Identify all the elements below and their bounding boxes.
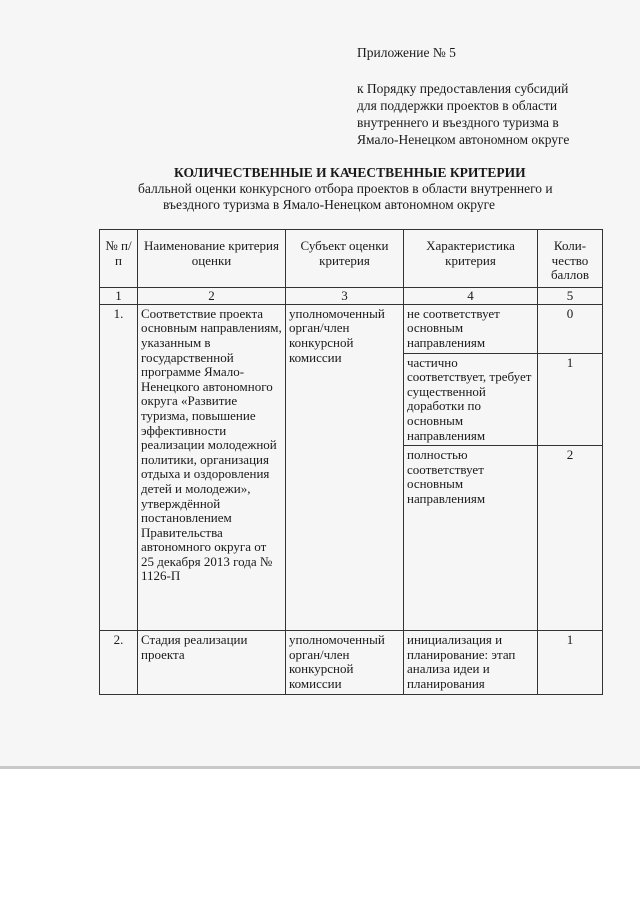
appendix-number: Приложение № 5 xyxy=(357,45,456,60)
criterion-cell: Стадия реализации проекта xyxy=(138,631,286,694)
header-subject: Субъект оценки критерия xyxy=(286,230,404,288)
subject-cell: уполномоченный орган/член конкурсной комиссии xyxy=(286,304,404,630)
appendix-order-line: к Порядку предоставления субсидий xyxy=(357,81,569,96)
header-characteristic: Характеристика критерия xyxy=(404,230,538,288)
characteristic-cell: инициализация и планирование: этап анализа идеи и планирования xyxy=(404,631,538,694)
index-cell: 3 xyxy=(286,287,404,304)
header-num: № п/п xyxy=(100,230,138,288)
appendix-order xyxy=(357,80,617,148)
appendix-order-line: внутреннего и въездного туризма в xyxy=(357,115,559,130)
score-cell: 1 xyxy=(538,353,603,446)
table-header-row xyxy=(100,230,603,288)
header-score: Коли-чество баллов xyxy=(538,230,603,288)
title-line-2: балльной оценки конкурсного отбора проектов в области внутреннего и xyxy=(138,181,553,196)
appendix-block xyxy=(357,44,617,148)
table-row xyxy=(100,631,603,694)
criteria-table xyxy=(99,229,603,695)
document-title xyxy=(138,165,600,213)
appendix-order-line: для поддержки проектов в области xyxy=(357,98,558,113)
index-cell: 1 xyxy=(100,287,138,304)
row-number: 2. xyxy=(100,631,138,694)
table-row xyxy=(100,304,603,353)
characteristic-cell: не соответствует основным направлениям xyxy=(404,304,538,353)
subject-cell: уполномоченный орган/член конкурсной комиссии xyxy=(286,631,404,694)
index-cell: 4 xyxy=(404,287,538,304)
characteristic-cell: полностью соответствует основным направлениям xyxy=(404,446,538,631)
title-line-1: КОЛИЧЕСТВЕННЫЕ И КАЧЕСТВЕННЫЕ КРИТЕРИИ xyxy=(174,165,526,180)
characteristic-cell: частично соответствует, требует существенной доработки по основным направлениям xyxy=(404,353,538,446)
row-number: 1. xyxy=(100,304,138,630)
header-criterion: Наименование критерия оценки xyxy=(138,230,286,288)
score-cell: 1 xyxy=(538,631,603,694)
criterion-cell: Соответствие проекта основным направлениям, указанным в государственной программе Ямало-Ненецкого автономного округа «Развитие туризма, повышение эффективности реализации молодежной политики, организация отдыха и оздоровления детей и молодежи», утверждённой постановлением Правительства автономного округа от 25 декабря 2013 года № 1126-П xyxy=(138,304,286,630)
index-cell: 2 xyxy=(138,287,286,304)
appendix-order-line: Ямало-Ненецком автономном округе xyxy=(357,132,570,147)
index-cell: 5 xyxy=(538,287,603,304)
table-index-row xyxy=(100,287,603,304)
title-line-3: въездного туризма в Ямало-Ненецком автономном округе xyxy=(163,197,495,212)
score-cell: 0 xyxy=(538,304,603,353)
scan-edge xyxy=(0,766,640,769)
score-cell: 2 xyxy=(538,446,603,631)
